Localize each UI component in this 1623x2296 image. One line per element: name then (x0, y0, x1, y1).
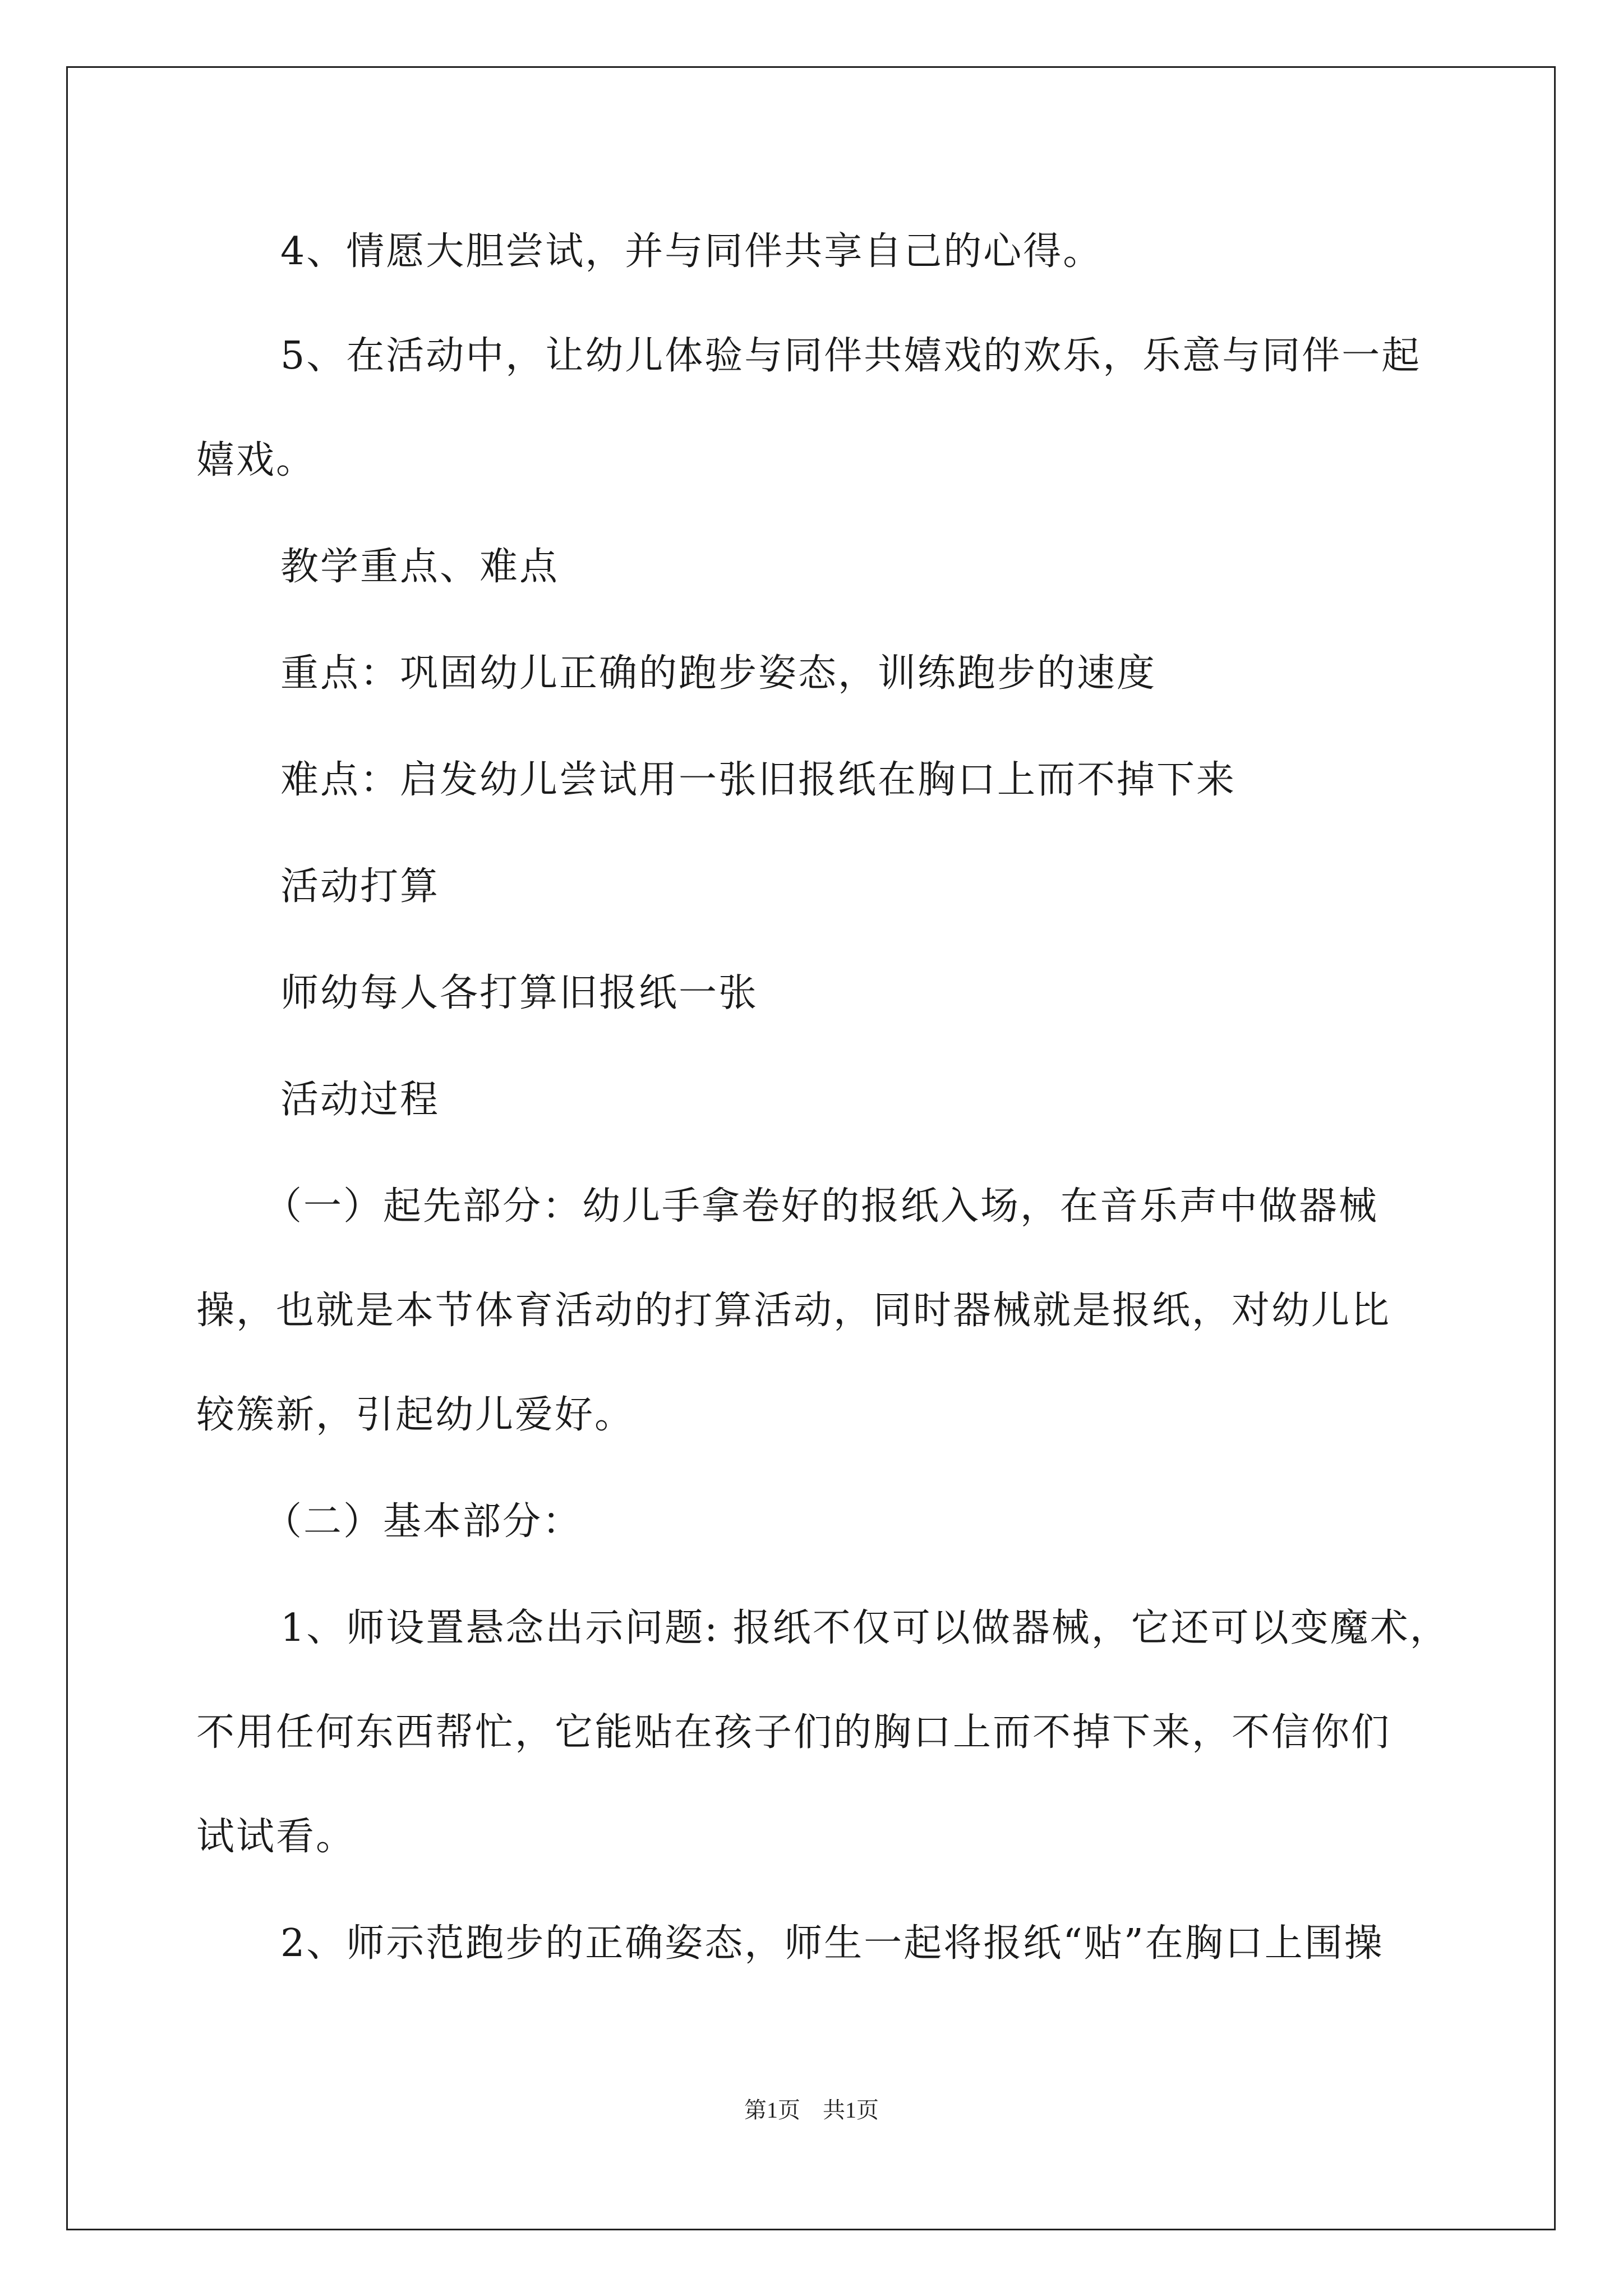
paragraph-line-17: 2、师示范跑步的正确姿态，师生一起将报纸“贴”在胸口上围操 (280, 1921, 1384, 1966)
paragraph-line-6: 难点：启发幼儿尝试用一张旧报纸在胸口上而不掉下来 (280, 758, 1237, 802)
paragraph-line-15: 不用任何东西帮忙，它能贴在孩子们的胸口上而不掉下来，不信你们 (196, 1710, 1391, 1755)
paragraph-line-12: 较簇新，引起幼儿爱好。 (196, 1393, 635, 1437)
page-border (66, 66, 1556, 2230)
heading-basic-part: （二）基本部分： (264, 1499, 583, 1544)
paragraph-line-14: 1、师设置悬念出示问题: 报纸不仅可以做器械，它还可以变魔术， (280, 1606, 1450, 1650)
paragraph-line-5: 重点：巩固幼儿正确的跑步姿态，训练跑步的速度 (280, 651, 1157, 696)
heading-key-points: 教学重点、难点 (280, 545, 560, 589)
paragraph-line-8: 师幼每人各打算旧报纸一张 (280, 971, 759, 1015)
page-number-footer: 第1页 共1页 (744, 2097, 879, 2123)
paragraph-line-16: 试试看。 (196, 1815, 356, 1859)
paragraph-line-10: （一）起先部分：幼儿手拿卷好的报纸入场，在音乐声中做器械 (264, 1184, 1379, 1228)
paragraph-line-3: 嬉戏。 (196, 438, 316, 482)
heading-process: 活动过程 (280, 1078, 440, 1122)
paragraph-line-2: 5、在活动中，让幼儿体验与同伴共嬉戏的欢乐，乐意与同伴一起 (280, 334, 1422, 378)
paragraph-line-1: 4、情愿大胆尝试，并与同伴共享自己的心得。 (280, 229, 1103, 274)
paragraph-line-11: 操，也就是本节体育活动的打算活动，同时器械就是报纸，对幼儿比 (196, 1289, 1391, 1333)
heading-preparation: 活动打算 (280, 864, 440, 909)
